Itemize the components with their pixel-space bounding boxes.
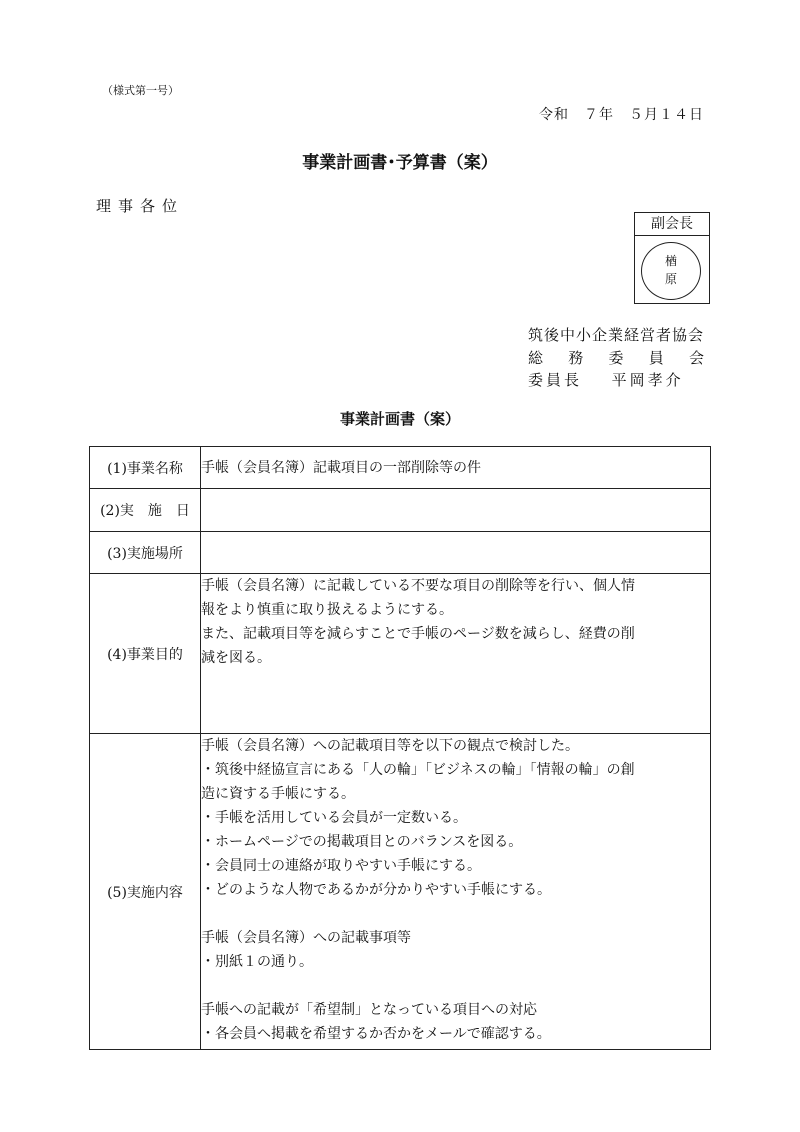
content-line: ・どのような人物であるかが分かりやすい手帳にする。 (201, 882, 551, 898)
stamp-header: 副会長 (635, 213, 709, 236)
content-line: 手帳への記載が「希望制」となっている項目への対応 (201, 1002, 537, 1018)
sender-committee (528, 347, 704, 368)
content-line: 手帳（会員名簿）への記載項目等を以下の観点で検討した。 (201, 738, 579, 754)
seal-char-1: 楢 (664, 254, 677, 268)
row-label: (4)事業目的 (90, 574, 201, 734)
row-venue (90, 532, 711, 574)
content-line: ・会員同士の連絡が取りやすい手帳にする。 (201, 858, 481, 874)
row-content-cell (201, 532, 711, 574)
content-line: 減を図る。 (201, 650, 271, 666)
form-number: （様式第一号） (102, 84, 179, 97)
row-content-cell (201, 489, 711, 532)
content-line: ・各会員へ掲載を希望するか否かをメールで確認する。 (201, 1026, 551, 1042)
content-line (201, 974, 710, 998)
content-line (201, 902, 710, 926)
plan-table (89, 446, 711, 1050)
row-content-cell (201, 447, 711, 489)
row-label: (3)実施場所 (90, 532, 201, 574)
document-title: 事業計画書･予算書（案） (302, 153, 498, 173)
content-line: 手帳（会員名簿）に記載している不要な項目の削除等を行い、個人情 (201, 578, 635, 594)
content-line: ・別紙１の通り。 (201, 954, 313, 970)
name-seal (641, 242, 701, 300)
row-label: (2)実 施 日 (90, 489, 201, 532)
row-project-name (90, 447, 711, 489)
content-line: また、記載項目等を減らすことで手帳のページ数を減らし、経費の削 (201, 626, 635, 642)
committee-char: 会 (688, 349, 704, 367)
committee-char: 務 (568, 349, 584, 367)
content-line: 手帳（会員名簿）記載項目の一部削除等の件 (201, 459, 481, 476)
row-label: (1)事業名称 (90, 447, 201, 489)
row-content (90, 734, 711, 1050)
seal-char-2: 原 (664, 272, 677, 286)
row-date (90, 489, 711, 532)
committee-char: 委 (608, 349, 624, 367)
sender-organization: 筑後中小企業経営者協会 (528, 326, 705, 344)
row-content-cell (201, 734, 711, 1050)
approval-stamp-box (634, 212, 710, 304)
content-line: ・ホームページでの掲載項目とのバランスを図る。 (201, 834, 523, 850)
content-line: 造に資する手帳にする。 (201, 786, 355, 802)
committee-char: 員 (648, 349, 664, 367)
content-line: ・手帳を活用している会員が一定数いる。 (201, 810, 467, 826)
plan-subtitle: 事業計画書（案） (339, 410, 460, 428)
content-line: ・筑後中経協宣言にある「人の輪」「ビジネスの輪」「情報の輪」の創 (201, 762, 635, 778)
content-line: 手帳（会員名簿）への記載事項等 (201, 930, 411, 946)
document-date: 令和 ７年 ５月１４日 (539, 107, 704, 123)
committee-char: 総 (528, 349, 544, 367)
row-label: (5)実施内容 (90, 734, 201, 1050)
sender-chair (528, 369, 684, 390)
chair-title: 委員長 (528, 371, 583, 389)
row-content-cell (201, 574, 711, 734)
content-line: 報をより慎重に取り扱えるようにする。 (201, 602, 453, 618)
addressee: 理事各位 (96, 197, 185, 215)
chair-name: 平岡孝介 (611, 371, 684, 389)
row-purpose (90, 574, 711, 734)
